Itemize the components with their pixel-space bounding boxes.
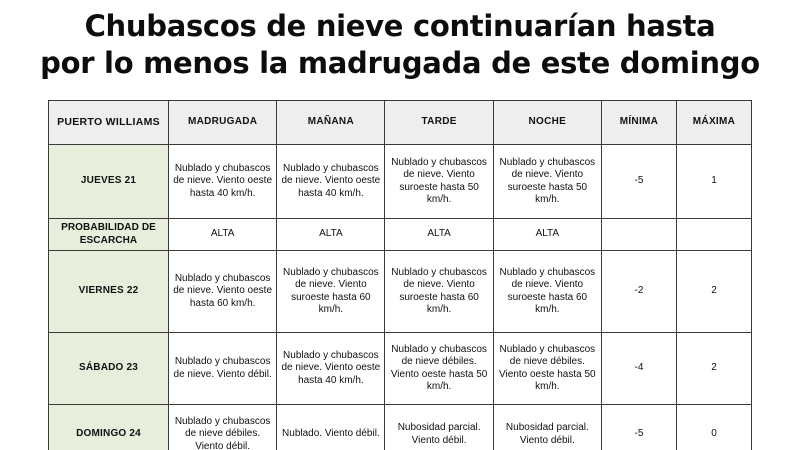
headline-line-1: Chubascos de nieve continuarían hasta xyxy=(84,9,716,43)
column-header-minima: MÍNIMA xyxy=(601,101,676,145)
row-label-probabilidad-escarcha: PROBABILIDAD DE ESCARCHA xyxy=(49,219,169,251)
cell-escarcha-manana: ALTA xyxy=(277,219,385,251)
table-header-row xyxy=(49,101,752,145)
row-label-jueves: JUEVES 21 xyxy=(49,145,169,219)
cell-viernes-noche: Nublado y chubascos de nieve. Viento suroeste hasta 60 km/h. xyxy=(493,251,601,333)
table-row xyxy=(49,251,752,333)
cell-jueves-noche: Nublado y chubascos de nieve. Viento suroeste hasta 50 km/h. xyxy=(493,145,601,219)
cell-jueves-maxima: 1 xyxy=(676,145,751,219)
forecast-table-container xyxy=(48,100,752,450)
cell-domingo-madrugada: Nublado y chubascos de nieve débiles. Viento débil. xyxy=(169,405,277,450)
headline-line-2: por lo menos la madrugada de este domingo xyxy=(40,45,760,80)
cell-domingo-noche: Nubosidad parcial. Viento débil. xyxy=(493,405,601,450)
cell-domingo-maxima: 0 xyxy=(676,405,751,450)
location-header: PUERTO WILLIAMS xyxy=(49,101,169,145)
cell-jueves-tarde: Nublado y chubascos de nieve. Viento suroeste hasta 50 km/h. xyxy=(385,145,493,219)
cell-sabado-maxima: 2 xyxy=(676,333,751,405)
cell-escarcha-noche: ALTA xyxy=(493,219,601,251)
cell-sabado-minima: -4 xyxy=(601,333,676,405)
row-label-domingo: DOMINGO 24 xyxy=(49,405,169,450)
cell-escarcha-tarde: ALTA xyxy=(385,219,493,251)
row-label-sabado: SÁBADO 23 xyxy=(49,333,169,405)
cell-domingo-manana: Nublado. Viento débil. xyxy=(277,405,385,450)
table-header xyxy=(49,101,752,145)
cell-viernes-manana: Nublado y chubascos de nieve. Viento suroeste hasta 60 km/h. xyxy=(277,251,385,333)
cell-jueves-madrugada: Nublado y chubascos de nieve. Viento oeste hasta 40 km/h. xyxy=(169,145,277,219)
table-row xyxy=(49,333,752,405)
cell-viernes-madrugada: Nublado y chubascos de nieve. Viento oeste hasta 60 km/h. xyxy=(169,251,277,333)
cell-sabado-manana: Nublado y chubascos de nieve. Viento oeste hasta 40 km/h. xyxy=(277,333,385,405)
cell-domingo-minima: -5 xyxy=(601,405,676,450)
cell-sabado-madrugada: Nublado y chubascos de nieve. Viento débil. xyxy=(169,333,277,405)
cell-jueves-minima: -5 xyxy=(601,145,676,219)
column-header-noche: NOCHE xyxy=(493,101,601,145)
cell-escarcha-madrugada: ALTA xyxy=(169,219,277,251)
column-header-tarde: TARDE xyxy=(385,101,493,145)
cell-viernes-tarde: Nublado y chubascos de nieve. Viento suroeste hasta 60 km/h. xyxy=(385,251,493,333)
column-header-maxima: MÁXIMA xyxy=(676,101,751,145)
row-label-viernes: VIERNES 22 xyxy=(49,251,169,333)
cell-viernes-maxima: 2 xyxy=(676,251,751,333)
cell-domingo-tarde: Nubosidad parcial. Viento débil. xyxy=(385,405,493,450)
forecast-table xyxy=(48,100,752,450)
table-row xyxy=(49,219,752,251)
table-row xyxy=(49,145,752,219)
table-body xyxy=(49,145,752,450)
table-row xyxy=(49,405,752,450)
cell-jueves-manana: Nublado y chubascos de nieve. Viento oeste hasta 40 km/h. xyxy=(277,145,385,219)
cell-escarcha-maxima xyxy=(676,219,751,251)
page-title xyxy=(0,0,800,81)
cell-sabado-tarde: Nublado y chubascos de nieve débiles. Viento oeste hasta 50 km/h. xyxy=(385,333,493,405)
cell-sabado-noche: Nublado y chubascos de nieve débiles. Viento oeste hasta 50 km/h. xyxy=(493,333,601,405)
column-header-manana: MAÑANA xyxy=(277,101,385,145)
cell-escarcha-minima xyxy=(601,219,676,251)
cell-viernes-minima: -2 xyxy=(601,251,676,333)
column-header-madrugada: MADRUGADA xyxy=(169,101,277,145)
